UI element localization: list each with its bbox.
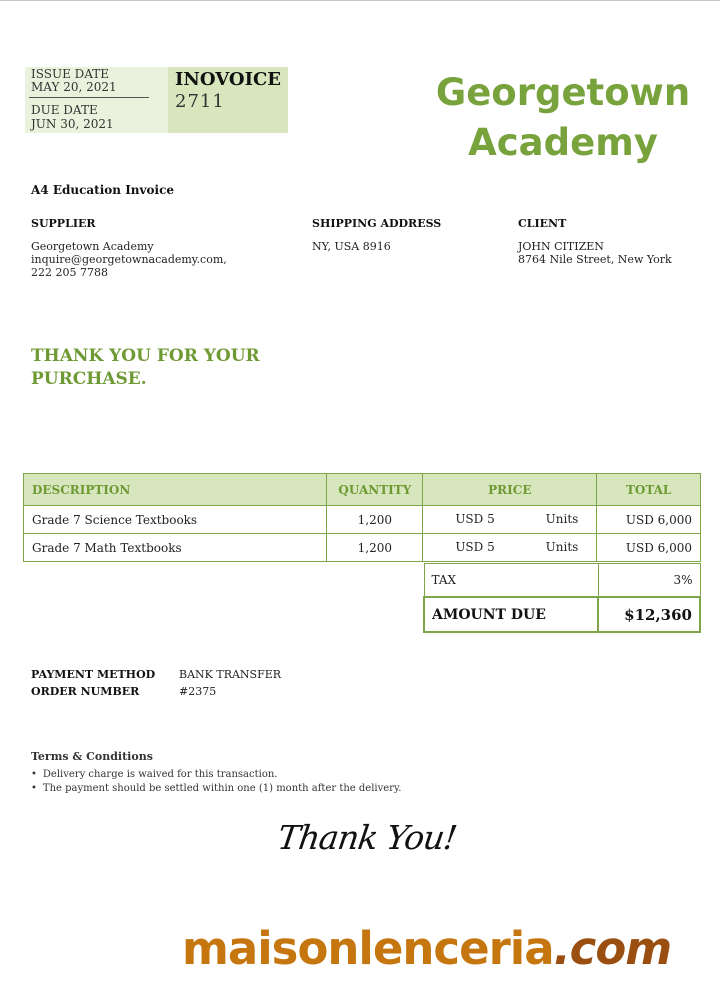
terms-item: • The payment should be settled within one (1) month after the delivery.: [31, 782, 401, 796]
due-date-value: JUN 30, 2021: [31, 117, 114, 131]
invoice-label: INOVOICE: [175, 69, 282, 90]
terms-list: [31, 768, 401, 796]
thank-you-line-1: THANK YOU FOR YOUR: [31, 346, 260, 366]
top-border: [0, 0, 720, 1]
client-name: JOHN CITIZEN: [518, 240, 604, 253]
summary-table: [423, 563, 701, 633]
order-number-label: ORDER NUMBER: [31, 685, 140, 698]
shipping-address: NY, USA 8916: [312, 240, 391, 253]
row-price: USD 5: [455, 512, 495, 526]
amount-due-label: AMOUNT DUE: [424, 597, 598, 632]
tax-value: 3%: [598, 564, 700, 598]
terms-item: • Delivery charge is waived for this transaction.: [31, 768, 401, 782]
date-panel: [25, 67, 168, 133]
header-quantity: QUANTITY: [327, 474, 423, 506]
header-price: PRICE: [423, 474, 597, 506]
row-total: USD 6,000: [597, 506, 701, 534]
logo-line-1: Georgetown: [435, 71, 691, 114]
table-row: [24, 534, 701, 562]
thank-you-message: [31, 345, 260, 391]
header-description: DESCRIPTION: [24, 474, 327, 506]
supplier-details: [31, 240, 227, 279]
watermark-tld: .com: [553, 922, 672, 975]
header-total: TOTAL: [597, 474, 701, 506]
watermark: [182, 922, 671, 975]
amount-due-value: $12,360: [598, 597, 700, 632]
tax-row: [424, 564, 700, 598]
row-unit: Units: [545, 540, 579, 554]
supplier-email: inquire@georgetownacademy.com,: [31, 253, 227, 266]
thank-you-signature: Thank You!: [275, 818, 459, 857]
client-heading: CLIENT: [518, 217, 567, 230]
company-logo: [400, 68, 720, 168]
logo-line-2: Academy: [468, 121, 658, 164]
due-date-label: DUE DATE: [31, 103, 98, 117]
supplier-phone: 222 205 7788: [31, 266, 108, 279]
invoice-number-panel: [168, 67, 288, 133]
row-price-cell: [423, 534, 597, 562]
watermark-name: maisonlenceria: [182, 922, 554, 975]
supplier-heading: SUPPLIER: [31, 217, 96, 230]
row-description: Grade 7 Math Textbooks: [24, 534, 327, 562]
row-description: Grade 7 Science Textbooks: [24, 506, 327, 534]
supplier-name: Georgetown Academy: [31, 240, 154, 253]
payment-method-value: BANK TRANSFER: [179, 668, 282, 681]
client-details: [518, 240, 672, 266]
row-quantity: 1,200: [327, 506, 423, 534]
row-price-cell: [423, 506, 597, 534]
row-price: USD 5: [455, 540, 495, 554]
order-number-value: #2375: [179, 685, 217, 698]
issue-date-value: MAY 20, 2021: [31, 80, 117, 94]
tax-label: TAX: [424, 564, 598, 598]
shipping-details: [312, 240, 391, 253]
amount-due-row: [424, 597, 700, 632]
table-header-row: [24, 474, 701, 506]
items-table: [23, 473, 701, 562]
shipping-heading: SHIPPING ADDRESS: [312, 217, 442, 230]
row-total: USD 6,000: [597, 534, 701, 562]
date-divider: [29, 97, 149, 98]
issue-date-label: ISSUE DATE: [31, 67, 110, 81]
row-quantity: 1,200: [327, 534, 423, 562]
row-unit: Units: [545, 512, 579, 526]
terms-heading: Terms & Conditions: [31, 750, 153, 763]
table-row: [24, 506, 701, 534]
document-title: A4 Education Invoice: [31, 183, 175, 197]
client-address: 8764 Nile Street, New York: [518, 253, 672, 266]
invoice-number: 2711: [175, 91, 225, 112]
payment-method-label: PAYMENT METHOD: [31, 668, 156, 681]
thank-you-line-2: PURCHASE.: [31, 369, 147, 389]
